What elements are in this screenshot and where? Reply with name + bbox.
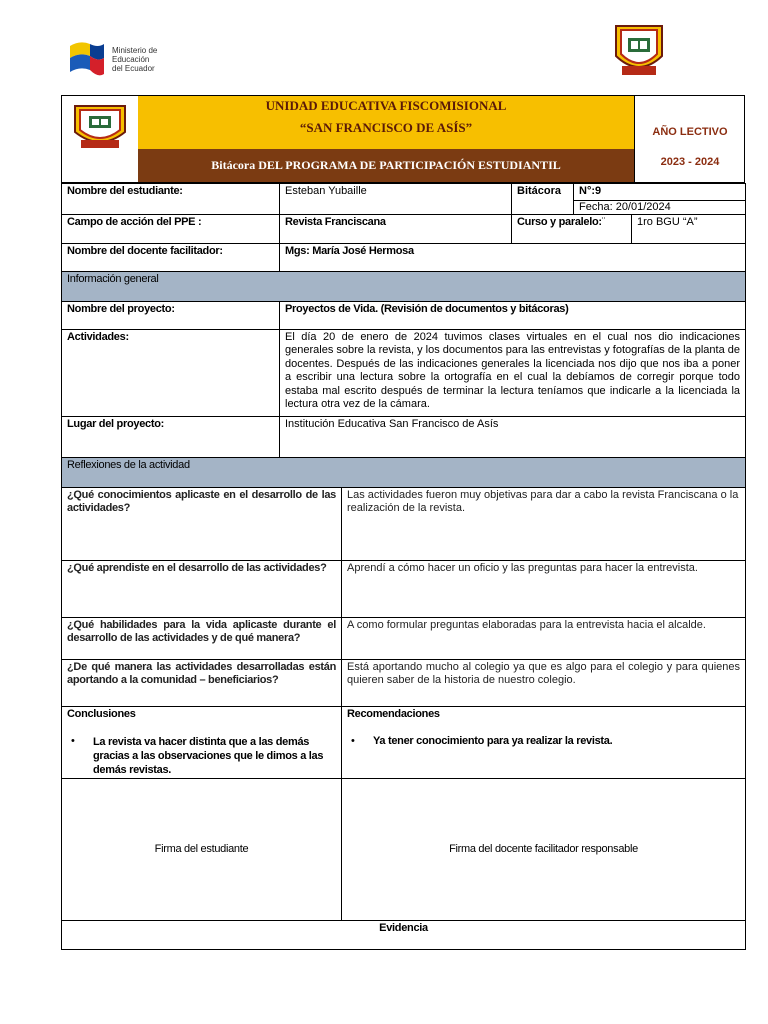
answer-2: Aprendí a cómo hacer un oficio y las preguntas para hacer la entrevista. (342, 560, 746, 617)
conclusiones-bullet (67, 735, 336, 777)
year-label: AÑO LECTIVO (652, 126, 728, 138)
bullet-icon: • (351, 735, 355, 747)
school-line2: “SAN FRANCISCO DE ASÍS” (299, 120, 473, 135)
question-2: ¿Qué aprendiste en el desarrollo de las actividades? (62, 560, 342, 617)
answer-3: A como formular preguntas elaboradas para la entrevista hacia el alcalde. (342, 617, 746, 659)
conclusiones-cell (62, 706, 342, 779)
actividades-value: El día 20 de enero de 2024 tuvimos clases virtuales en el cual nos dio indicaciones generales sobre la revista, y los documentos para las entrevistas y fotografías de la planta de docentes. Después de las indicaciones generales la licenciada nos dijo que nos iba a poner a escribir una lectura sobre la ortografía en el cual la debíamos de corregir porque todo estaba mal escrito después de terminar la lectura teníamos que indicarle a la licenciada la lectura otra vez de la cámara. (280, 329, 746, 416)
answer-1: Las actividades fueron muy objetivas para dar a cabo la revista Franciscana o la realización de la revista. (342, 487, 746, 560)
question-1: ¿Qué conocimientos aplicaste en el desarrollo de las actividades? (62, 487, 342, 560)
program-title: Bitácora DEL PROGRAMA DE PARTICIPACIÓN ESTUDIANTIL (211, 158, 561, 172)
ministry-logo (68, 40, 178, 82)
school-line1: UNIDAD EDUCATIVA FISCOMISIONAL (265, 98, 507, 113)
bitacora-table (61, 183, 746, 950)
recomendaciones-text: Ya tener conocimiento para ya realizar la revista. (373, 735, 613, 747)
ministry-line3: del Ecuador (112, 64, 155, 73)
lugar-value: Institución Educativa San Francisco de Asís (280, 416, 746, 457)
ministry-line2: Educación (112, 55, 150, 64)
answer-4: Está aportando mucho al colegio ya que es algo para el colegio y para quienes quieren saber de la historia de nuestro colegio. (342, 659, 746, 706)
student-value: Esteban Yubaille (280, 184, 512, 215)
fecha-value: Fecha: 20/01/2024 (574, 200, 746, 214)
lugar-label: Lugar del proyecto: (62, 416, 280, 457)
header-logo-cell (62, 96, 138, 182)
year-value: 2023 - 2024 (660, 156, 720, 168)
ecuador-flag-icon (68, 40, 106, 80)
school-year-cell (634, 96, 745, 182)
student-label: Nombre del estudiante: (62, 184, 280, 215)
recomendaciones-cell (342, 706, 746, 779)
question-4: ¿De qué manera las actividades desarrolladas están aportando a la comunidad – beneficiarios? (62, 659, 342, 706)
bullet-icon: • (71, 735, 75, 747)
campo-label: Campo de acción del PPE : (62, 214, 280, 243)
question-3: ¿Qué habilidades para la vida aplicaste durante el desarrollo de las actividades y de qué manera? (62, 617, 342, 659)
program-banner (138, 149, 634, 182)
firma-docente: Firma del docente facilitador responsable (342, 779, 746, 921)
evidencia-label: Evidencia (62, 921, 746, 950)
curso-value: 1ro BGU “A” (632, 214, 746, 243)
actividades-label: Actividades: (62, 329, 280, 416)
section-info-general: Información general (62, 271, 746, 301)
conclusiones-text: La revista va hacer distinta que a las demás gracias a las observaciones que le dimos a las demás revistas. (93, 736, 324, 776)
docente-value: Mgs: María José Hermosa (280, 243, 746, 271)
bitacora-label: Bitácora (512, 184, 574, 215)
school-crest-logo (612, 22, 666, 78)
ministry-line1: Ministerio de (112, 46, 158, 55)
proyecto-label: Nombre del proyecto: (62, 301, 280, 329)
curso-label: Curso y paralelo:¨ (512, 214, 632, 243)
section-reflexiones: Reflexiones de la actividad (62, 457, 746, 487)
proyecto-value: Proyectos de Vida. (Revisión de documentos y bitácoras) (280, 301, 746, 329)
bitacora-number: N°:9 (574, 184, 746, 201)
document-header (61, 95, 745, 183)
conclusiones-title: Conclusiones (67, 707, 136, 720)
school-crest-icon (73, 104, 127, 150)
school-name-banner (138, 96, 634, 149)
recomendaciones-bullet (347, 735, 740, 749)
recomendaciones-title: Recomendaciones (347, 707, 440, 720)
campo-value: Revista Franciscana (280, 214, 512, 243)
docente-label: Nombre del docente facilitador: (62, 243, 280, 271)
firma-estudiante: Firma del estudiante (62, 779, 342, 921)
